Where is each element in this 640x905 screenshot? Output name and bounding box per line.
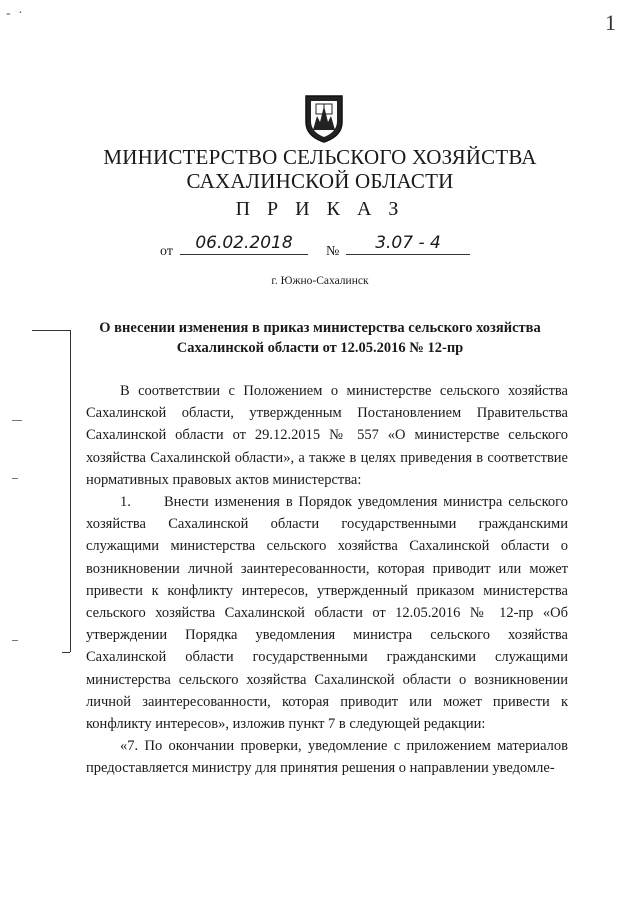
page-number: 1 bbox=[605, 10, 616, 35]
order-subject-line1: О внесении изменения в приказ министерства сельского хозяйства bbox=[99, 320, 541, 336]
item-1-number: 1. bbox=[120, 494, 131, 511]
margin-dash bbox=[12, 640, 18, 641]
ministry-name-line1: МИНИСТЕРСТВО СЕЛЬСКОГО ХОЗЯЙСТВА bbox=[103, 145, 537, 169]
margin-dash bbox=[12, 420, 22, 421]
ministry-name bbox=[0, 145, 640, 193]
coat-of-arms-icon bbox=[302, 92, 346, 144]
margin-dash bbox=[12, 478, 18, 479]
document-type-title: П Р И К А З bbox=[235, 198, 405, 220]
item-1-text: Внести изменения в Порядок уведомления министра сельского хозяйства Сахалинской области государственными гражданскими служащими министерства сельского хозяйства Сахалинской области о возникновении личной заинтересованности, которая приводит или может привести к конфликту интересов, утвержденный приказом министерства сельского хозяйства Сахалинской области от 12.05.2016 № 12-пр «Об утверждении Порядка уведомления министра сельского хозяйства Сахалинской области государственными гражданскими служащими министерства сельского хозяйства Сахалинской области о возникновении личной заинтересованности, которая приводит или может привести к конфликту интересов», изложив пункт 7 в следующей редакции: bbox=[86, 494, 568, 733]
date-label: от bbox=[160, 244, 173, 259]
margin-tick-bottom bbox=[62, 652, 70, 653]
handwritten-number: 3.07 - 4 bbox=[346, 232, 470, 255]
item-1-paragraph bbox=[86, 491, 568, 735]
handwritten-date: 06.02.2018 bbox=[180, 232, 308, 255]
margin-tick-top bbox=[32, 330, 70, 331]
city-line: г. Южно-Сахалинск bbox=[271, 275, 369, 287]
number-label: № bbox=[326, 244, 340, 259]
ministry-name-line2: САХАЛИНСКОЙ ОБЛАСТИ bbox=[186, 169, 454, 193]
order-body bbox=[86, 380, 568, 780]
margin-bracket bbox=[70, 330, 71, 652]
order-subject bbox=[60, 318, 580, 358]
order-subject-line2: Сахалинской области от 12.05.2016 № 12-пр bbox=[176, 340, 464, 356]
item-7-quote-paragraph: «7. По окончании проверки, уведомление с приложением материалов предоставляется министру для принятия решения о направлении уведомле- bbox=[86, 738, 568, 777]
scan-corner-marks: - · bbox=[6, 6, 25, 21]
preamble-paragraph: В соответствии с Положением о министерстве сельского хозяйства Сахалинской области, утвержденным Постановлением Правительства Сахалинской области от 29.12.2015 № 557 «О министерстве сельского хозяйства Сахалинской области», а также в целях приведения в соответствие нормативных правовых актов министерства: bbox=[86, 383, 568, 488]
